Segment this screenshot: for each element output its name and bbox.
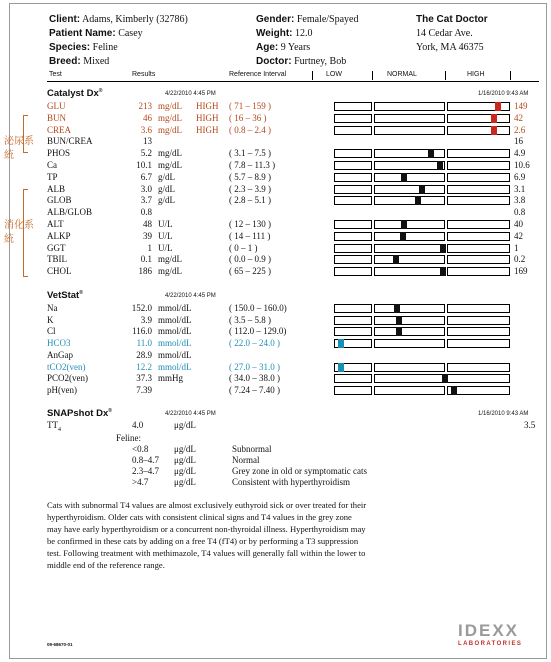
range-bar-segment (334, 267, 372, 276)
range-bar-segment (334, 173, 372, 182)
col-reference: Reference Interval (229, 71, 287, 78)
vetstat-timestamp: 4/22/2010 4:45 PM (165, 293, 216, 299)
result-unit: mg/dL (158, 112, 182, 123)
idexx-logo: IDEXX (458, 621, 520, 640)
range-bar-segment (334, 374, 372, 383)
vetstat-row (0, 303, 551, 314)
range-bar-segment (374, 304, 445, 313)
result-marker (437, 161, 443, 170)
gender: Female/Spayed (296, 14, 359, 25)
col-test: Test (49, 71, 62, 78)
snapshot-test: $TT_4$ (47, 420, 61, 433)
test-name: pH(ven) (47, 384, 77, 395)
doctor: Furtney, Bob (294, 56, 347, 67)
result-unit: U/L (158, 219, 173, 229)
range-bar-segment (374, 149, 445, 158)
test-name: ALT (47, 219, 64, 229)
snapshot-result: 4.0 (132, 420, 144, 430)
range-value: <0.8 (132, 444, 149, 454)
result-value: 5.2 (140, 148, 152, 159)
result-value: 3.9 (140, 314, 152, 325)
reference-interval: ( 0 – 1 ) (229, 242, 258, 253)
feline-label: Feline: (116, 433, 141, 443)
range-description: Subnormal (232, 444, 272, 454)
range-bar-segment (374, 374, 445, 383)
result-unit: mg/dL (158, 160, 182, 170)
range-bar-segment (334, 232, 372, 241)
result-unit: g/dL (158, 195, 175, 206)
prior-result: 169 (514, 266, 528, 277)
snapshot-unit: μg/dL (174, 420, 196, 430)
result-unit: mmol/dL (158, 303, 192, 313)
range-bar-segment (334, 244, 372, 253)
catalyst-row (0, 101, 551, 112)
result-value: 46 (143, 112, 152, 123)
catalyst-row (0, 231, 551, 242)
result-value: 0.8 (140, 207, 152, 218)
snapshot-prior: 3.5 (524, 420, 536, 430)
range-bar-segment (447, 220, 510, 229)
result-unit: U/L (158, 230, 173, 241)
catalyst-row (0, 148, 551, 159)
note-line: may have early hyperthyroidism or a concurrent non-thyroidal illness. Hyperthyroidism may (47, 524, 366, 534)
result-marker (400, 232, 406, 241)
range-bar-segment (374, 244, 445, 253)
result-marker (442, 374, 448, 383)
result-value: 7.39 (136, 384, 152, 395)
reference-interval: ( 27.0 – 31.0 ) (229, 361, 280, 372)
result-value: 10.1 (136, 160, 152, 170)
range-bar-segment (447, 185, 510, 194)
test-name: ALB/GLOB (47, 207, 92, 218)
reference-interval: ( 16 – 36 ) (229, 112, 267, 123)
range-bar-segment (447, 363, 510, 372)
digestive-annotation: 消化系統 (4, 220, 34, 245)
catalyst-timestamp: 4/22/2010 4:45 PM (165, 91, 216, 97)
feline-range-row (0, 455, 551, 466)
range-unit: μg/dL (174, 466, 196, 476)
range-bar-segment (447, 374, 510, 383)
result-marker (394, 304, 400, 313)
col-low: LOW (326, 71, 342, 78)
result-marker (338, 339, 344, 348)
result-value: 1 (147, 242, 152, 253)
age-line: Age: 9 Years (256, 42, 311, 53)
reference-interval: ( 3.5 – 5.8 ) (229, 314, 271, 325)
catalyst-row (0, 219, 551, 230)
range-bar-segment (334, 255, 372, 264)
result-value: 28.9 (136, 349, 152, 360)
col-results: Results (132, 71, 156, 78)
range-bar-segment (374, 316, 445, 325)
client-name: Adams, Kimberly (32786) (82, 14, 188, 25)
result-value: 3.0 (140, 183, 152, 194)
catalyst-title: Catalyst Dx® (47, 88, 103, 100)
range-bar-segment (447, 304, 510, 313)
range-unit: μg/dL (174, 455, 196, 465)
catalyst-row (0, 266, 551, 277)
form-code: 09-68670-01 (47, 642, 73, 647)
clinic-address-1: 14 Cedar Ave. (416, 28, 473, 39)
result-unit: mg/dL (158, 266, 182, 277)
result-unit: mmol/dL (158, 338, 192, 349)
result-value: 116.0 (132, 326, 152, 337)
vetstat-title: VetStat® (47, 290, 83, 302)
prior-result: 6.9 (514, 171, 526, 182)
result-marker (401, 173, 407, 182)
result-unit: U/L (158, 242, 173, 253)
species: Feline (92, 42, 118, 53)
reference-interval: ( 150.0 – 160.0) (229, 303, 287, 313)
reference-interval: ( 112.0 – 129.0) (229, 326, 287, 337)
prior-result: 2.6 (514, 124, 526, 135)
reference-interval: ( 71 – 159 ) (229, 101, 271, 111)
range-bar-segment (334, 327, 372, 336)
range-bar-segment (374, 114, 445, 123)
catalyst-row (0, 184, 551, 195)
result-value: 11.0 (136, 338, 152, 349)
range-bar-segment (447, 232, 510, 241)
range-bar-segment (374, 126, 445, 135)
catalyst-row (0, 172, 551, 183)
range-bar-segment (447, 327, 510, 336)
clinic-name: The Cat Doctor (416, 14, 488, 25)
prior-result: 16 (514, 136, 523, 147)
result-marker (495, 102, 501, 111)
vetstat-row (0, 338, 551, 349)
test-name: tCO2(ven) (47, 361, 86, 372)
range-value: 0.8–4.7 (132, 455, 159, 465)
result-value: 12.2 (136, 361, 152, 372)
reference-interval: ( 34.0 – 38.0 ) (229, 373, 280, 384)
range-unit: μg/dL (174, 444, 196, 454)
prior-result: 0.2 (514, 254, 526, 265)
test-name: TBIL (47, 254, 67, 265)
test-name: AnGap (47, 349, 73, 360)
patient-line: Patient Name: Casey (49, 28, 143, 39)
catalyst-row (0, 254, 551, 265)
reference-interval: ( 22.0 – 24.0 ) (229, 338, 280, 349)
result-unit: mg/dL (158, 124, 182, 135)
client-line: Client: Adams, Kimberly (32786) (49, 14, 188, 25)
prior-result: 10.6 (514, 160, 530, 170)
result-value: 13 (143, 136, 152, 147)
test-name: GLU (47, 101, 66, 111)
result-value: 6.7 (140, 171, 152, 182)
note-line: middle end of the reference range. (47, 560, 165, 570)
vetstat-row (0, 350, 551, 361)
test-name: K (47, 314, 54, 325)
result-flag: HIGH (196, 112, 219, 123)
note-line: Cats with subnormal T4 values are almost exclusively euthyroid sick or over treated for their (47, 500, 367, 510)
range-unit: μg/dL (174, 477, 196, 487)
test-name: HCO3 (47, 338, 71, 349)
note-line: hyperthyroidism. Older cats with consistent clinical signs and T4 values in the grey zone (47, 512, 352, 522)
patient-name: Casey (118, 28, 143, 39)
range-description: Grey zone in old or symptomatic cats (232, 466, 367, 476)
result-unit: mmol/dL (158, 314, 192, 325)
range-bar-segment (374, 339, 445, 348)
feline-range-row (0, 477, 551, 488)
result-unit: mg/dL (158, 148, 182, 159)
range-bar-segment (334, 220, 372, 229)
reference-interval: ( 12 – 130 ) (229, 219, 271, 229)
breed: Mixed (83, 56, 110, 67)
range-bar-segment (374, 267, 445, 276)
result-marker (393, 255, 399, 264)
result-marker (396, 316, 402, 325)
col-normal: NORMAL (387, 71, 417, 78)
range-bar-segment (447, 114, 510, 123)
range-value: 2.3–4.7 (132, 466, 159, 476)
test-name: ALB (47, 183, 65, 194)
result-value: 0.1 (140, 254, 152, 265)
age: 9 Years (280, 42, 311, 53)
prior-result: 42 (514, 230, 523, 241)
result-marker (440, 244, 446, 253)
result-marker (415, 196, 421, 205)
range-bar-segment (374, 386, 445, 395)
range-bar-segment (374, 102, 445, 111)
result-flag: HIGH (196, 101, 219, 111)
range-bar-segment (334, 161, 372, 170)
range-bar-segment (374, 232, 445, 241)
reference-interval: ( 2.8 – 5.1 ) (229, 195, 271, 206)
snapshot-title: SNAPshot Dx® (47, 408, 112, 420)
range-bar-segment (447, 196, 510, 205)
idexx-logo-subtitle: LABORATORIES (458, 641, 523, 647)
interpretation-note (47, 499, 366, 571)
range-bar-segment (334, 102, 372, 111)
result-unit: mmol/dL (158, 326, 192, 337)
result-marker (428, 149, 434, 158)
range-bar-segment (447, 149, 510, 158)
species-line: Species: Feline (49, 42, 118, 53)
reference-interval: ( 14 – 111 ) (229, 230, 271, 241)
range-bar-segment (447, 173, 510, 182)
prior-result: 3.1 (514, 183, 526, 194)
test-name: CHOL (47, 266, 72, 277)
catalyst-row (0, 113, 551, 124)
reference-interval: ( 2.3 – 3.9 ) (229, 183, 271, 194)
range-bar-segment (374, 185, 445, 194)
result-marker (338, 363, 344, 372)
result-value: 48 (143, 219, 152, 229)
feline-range-row (0, 466, 551, 477)
test-name: Ca (47, 160, 57, 170)
doctor-line: Doctor: Furtney, Bob (256, 56, 347, 67)
range-description: Consistent with hyperthyroidism (232, 477, 350, 487)
test-name: BUN (47, 112, 67, 123)
range-bar-segment (374, 220, 445, 229)
test-name: TP (47, 171, 58, 182)
test-name: GLOB (47, 195, 72, 206)
range-bar-segment (374, 327, 445, 336)
result-value: 3.7 (140, 195, 152, 206)
range-bar-segment (374, 363, 445, 372)
prior-result: 42 (514, 112, 523, 123)
result-unit: mmol/dL (158, 361, 192, 372)
result-marker (419, 185, 425, 194)
reference-interval: ( 3.1 – 7.5 ) (229, 148, 271, 159)
reference-interval: ( 7.24 – 7.40 ) (229, 384, 280, 395)
col-high: HIGH (467, 71, 485, 78)
vetstat-row (0, 315, 551, 326)
range-bar-segment (334, 114, 372, 123)
prior-result: 4.9 (514, 148, 526, 159)
test-name: PHOS (47, 148, 71, 159)
note-line: test. Following treatment with methimazole, T4 values will generally fall within the lower to (47, 548, 366, 558)
vetstat-row (0, 385, 551, 396)
result-unit: mg/dL (158, 254, 182, 265)
result-unit: g/dL (158, 183, 175, 194)
range-bar-segment (374, 161, 445, 170)
range-description: Normal (232, 455, 260, 465)
reference-interval: ( 0.8 – 2.4 ) (229, 124, 271, 135)
range-value: >4.7 (132, 477, 149, 487)
range-bar-segment (447, 339, 510, 348)
test-name: Cl (47, 326, 56, 337)
range-bar-segment (447, 126, 510, 135)
catalyst-row (0, 125, 551, 136)
prior-result: 40 (514, 219, 523, 229)
result-value: 186 (138, 266, 152, 277)
prior-result: 149 (514, 101, 528, 111)
test-name: PCO2(ven) (47, 373, 88, 384)
result-marker (401, 220, 407, 229)
catalyst-row (0, 136, 551, 147)
range-bar-segment (334, 304, 372, 313)
test-name: GGT (47, 242, 66, 253)
result-value: 152.0 (131, 303, 152, 313)
result-unit: g/dL (158, 171, 175, 182)
range-bar-segment (447, 161, 510, 170)
col-divider (312, 71, 313, 80)
range-bar-segment (334, 316, 372, 325)
range-bar-segment (447, 316, 510, 325)
result-flag: HIGH (196, 124, 219, 135)
reference-interval: ( 0.0 – 0.9 ) (229, 254, 271, 265)
vetstat-row (0, 373, 551, 384)
range-bar-segment (447, 244, 510, 253)
result-marker (491, 114, 497, 123)
range-bar-segment (334, 386, 372, 395)
col-divider (445, 71, 446, 80)
catalyst-row (0, 243, 551, 254)
result-unit: mmol/dL (158, 349, 192, 360)
test-name: ALKP (47, 230, 71, 241)
result-value: 37.3 (136, 373, 152, 384)
range-bar-segment (374, 255, 445, 264)
range-bar-segment (334, 126, 372, 135)
test-name: BUN/CREA (47, 136, 93, 147)
weight-line: Weight: 12.0 (256, 28, 313, 39)
range-bar-segment (447, 267, 510, 276)
test-name: Na (47, 303, 58, 313)
prior-result: 0.8 (514, 207, 526, 218)
result-marker (451, 386, 457, 395)
header-rule (47, 81, 539, 82)
result-value: 39 (143, 230, 152, 241)
catalyst-row (0, 160, 551, 171)
catalyst-row (0, 195, 551, 206)
vetstat-row (0, 362, 551, 373)
kidney-annotation: 泌尿系統 (4, 136, 34, 161)
range-bar-segment (374, 173, 445, 182)
reference-interval: ( 65 – 225 ) (229, 266, 271, 277)
result-marker (491, 126, 497, 135)
prior-result: 1 (514, 242, 519, 253)
catalyst-row (0, 207, 551, 218)
note-line: be confirmed in these cats by adding on a free T4 (fT4) or by performing a T3 suppression (47, 536, 359, 546)
gender-line: Gender: Female/Spayed (256, 14, 359, 25)
result-unit: mmHg (158, 373, 184, 384)
result-marker (440, 267, 446, 276)
range-bar-segment (334, 185, 372, 194)
clinic-address-2: York, MA 46375 (416, 42, 484, 53)
snapshot-prior-timestamp: 1/16/2010 9:43 AM (478, 411, 529, 417)
snapshot-timestamp: 4/22/2010 4:45 PM (165, 411, 216, 417)
range-bar-segment (334, 196, 372, 205)
range-bar-segment (334, 149, 372, 158)
result-value: 3.6 (140, 124, 152, 135)
feline-range-row (0, 444, 551, 455)
vetstat-row (0, 326, 551, 337)
result-unit: mg/dL (158, 101, 182, 111)
reference-interval: ( 5.7 – 8.9 ) (229, 171, 271, 182)
reference-interval: ( 7.8 – 11.3 ) (229, 160, 276, 170)
test-name: CREA (47, 124, 72, 135)
result-value: 213 (138, 101, 152, 111)
result-marker (396, 327, 402, 336)
col-divider (510, 71, 511, 80)
weight: 12.0 (294, 28, 313, 39)
range-bar-segment (447, 255, 510, 264)
col-divider (372, 71, 373, 80)
breed-line: Breed: Mixed (49, 56, 110, 67)
prior-result: 3.8 (514, 195, 526, 206)
catalyst-prior-timestamp: 1/16/2010 9:43 AM (478, 91, 529, 97)
range-bar-segment (374, 196, 445, 205)
